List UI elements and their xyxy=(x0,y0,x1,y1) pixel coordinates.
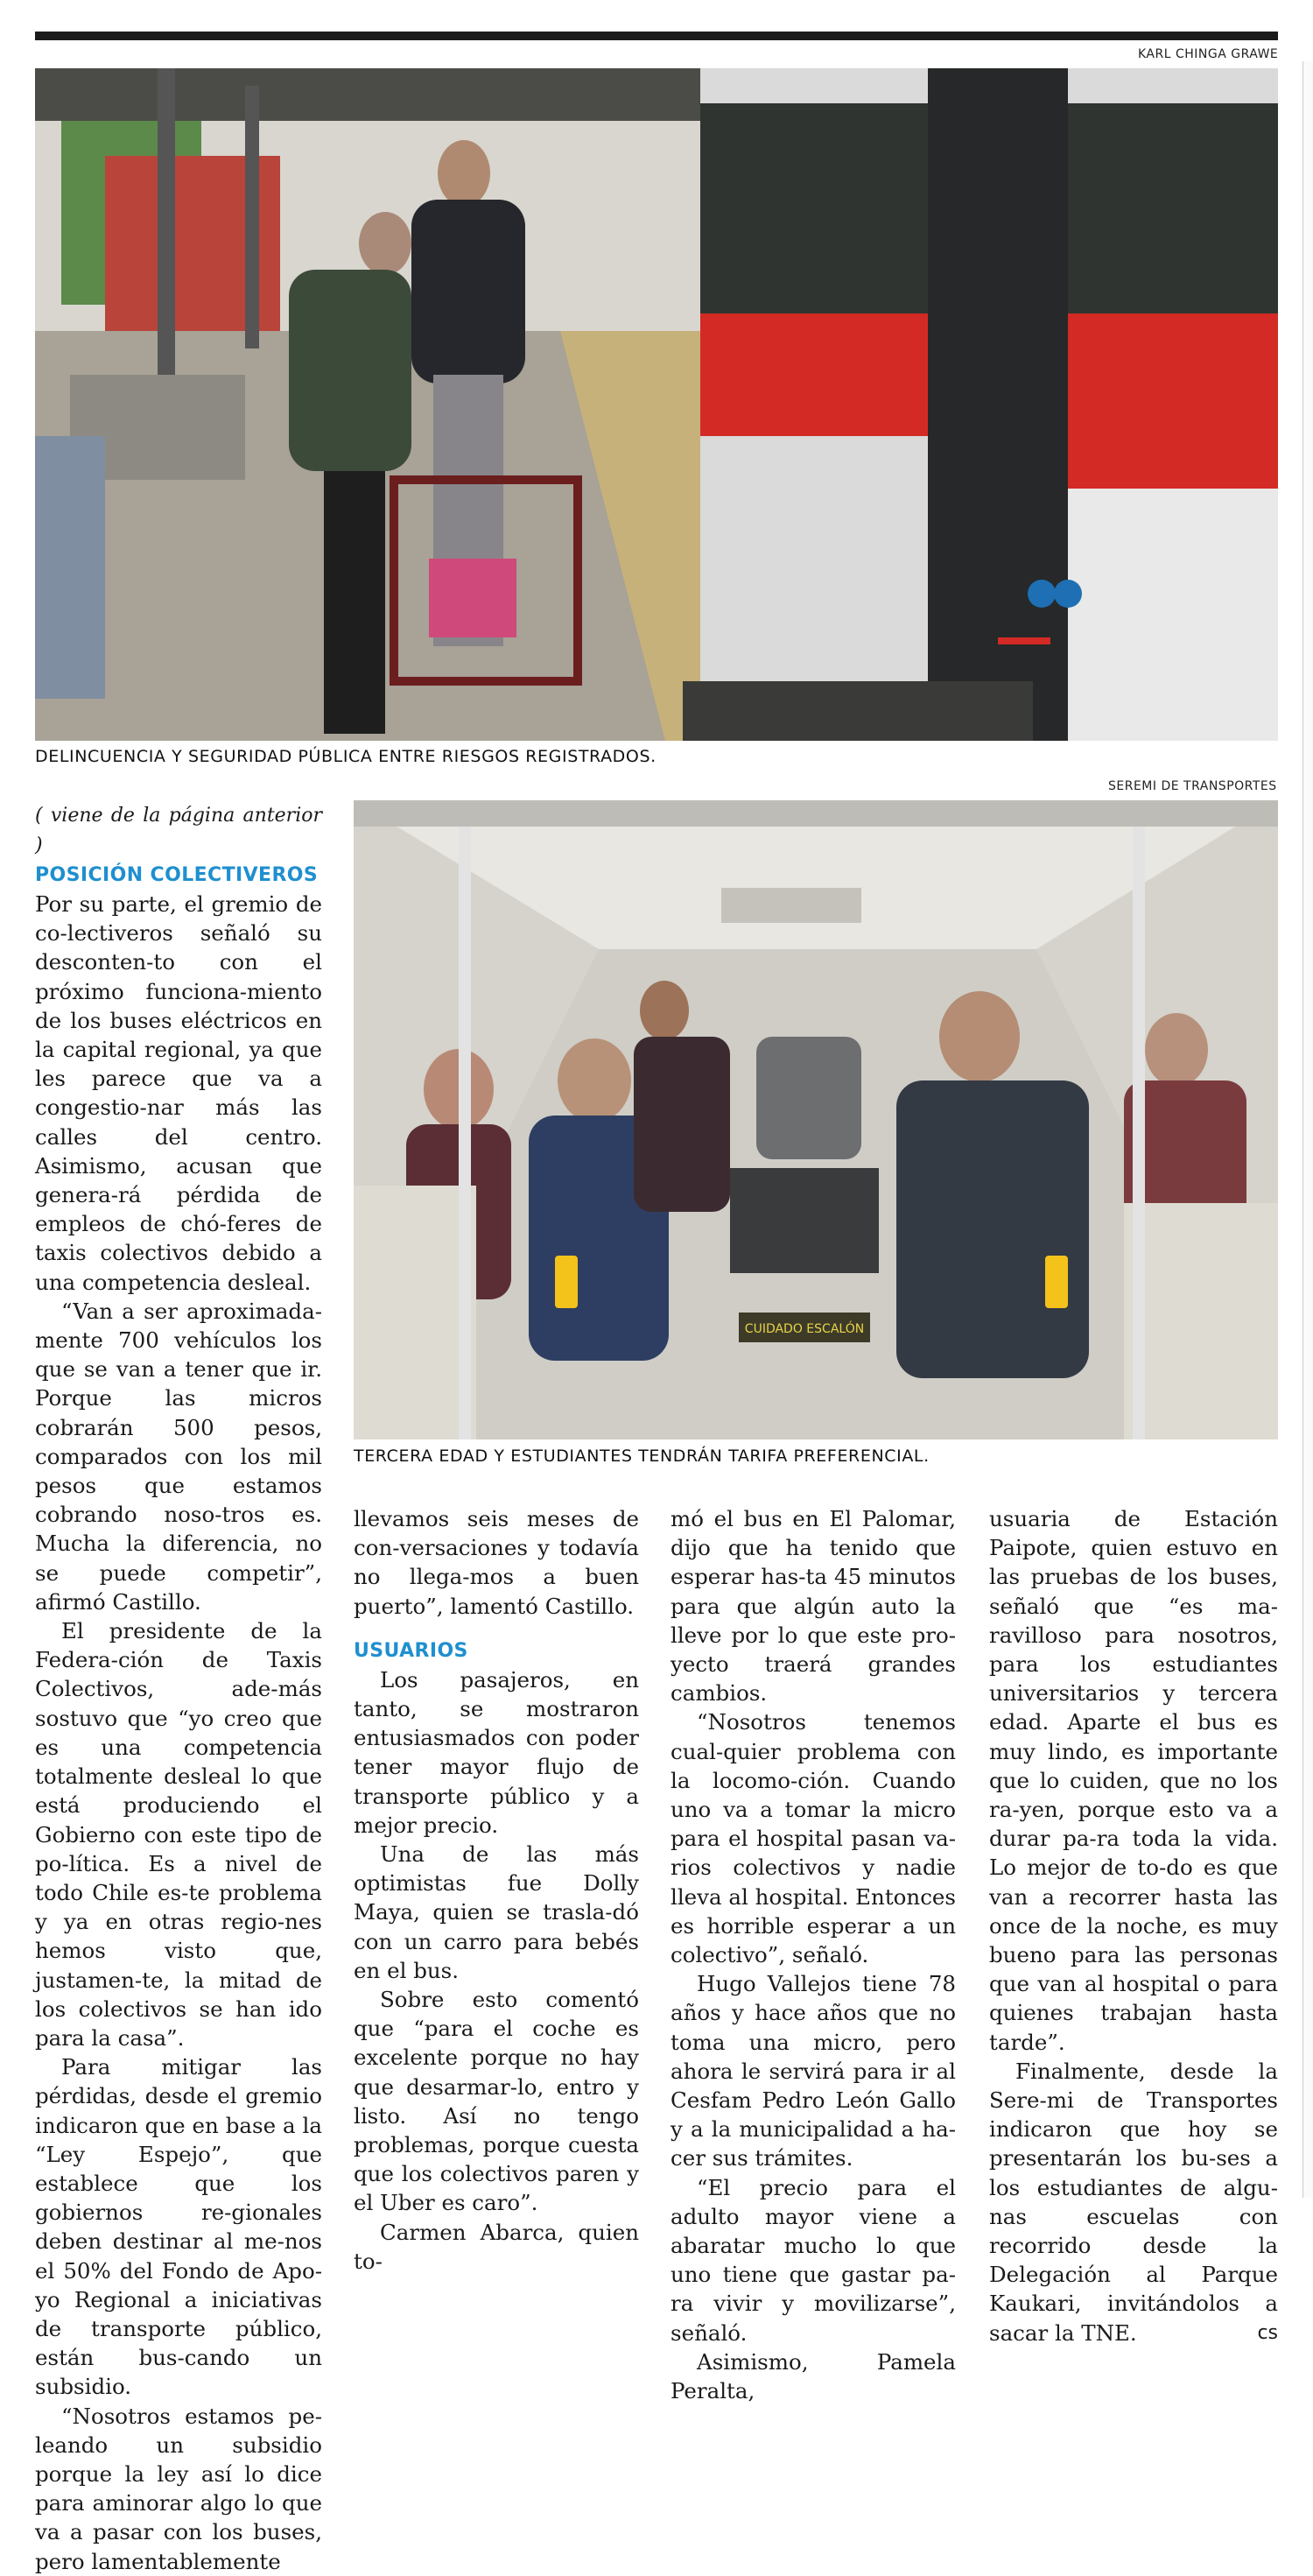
paragraph: mó el bus en El Palomar, dijo que ha tenido que esperar has-ta 45 minutos para que algún auto la lleve por lo que este pro-yecto traerá grandes cambios. xyxy=(671,1506,956,1707)
photo-credit-2: SEREMI DE TRANSPORTES xyxy=(1108,779,1277,793)
paragraph: llevamos seis meses de con-versaciones y todavía no llega-mos a buen puerto”, lamentó Castillo. xyxy=(354,1506,639,1619)
paragraph: Sobre esto comentó que “para el coche es excelente porque no hay que desarmar-lo, entro y listo. Así no tengo problemas, porque cuesta que los colectivos paren y el Uber es caro”. xyxy=(354,1987,639,2216)
article-column-3 xyxy=(671,1504,956,2405)
paragraph xyxy=(989,2057,1278,2347)
paragraph: “Van a ser aproximada-mente 700 vehículos los que se van a tener que ir. Porque las micros cobrarán 500 pesos, comparados con los mil pesos que estamos cobrando noso-tros es. Mucha la diferencia, no se puede competir”, afirmó Castillo. xyxy=(35,1298,322,1615)
subheading-usuarios: USUARIOS xyxy=(354,1639,468,1662)
top-rule xyxy=(35,32,1278,40)
photo-caption-2: TERCERA EDAD Y ESTUDIANTES TENDRÁN TARIFA PREFERENCIAL. xyxy=(354,1446,930,1466)
photo-bus-interior xyxy=(354,800,1278,1439)
photo-caption-1: DELINCUENCIA Y SEGURIDAD PÚBLICA ENTRE RIESGOS REGISTRADOS. xyxy=(35,747,656,766)
paragraph-text: Finalmente, desde la Sere-mi de Transportes indicaron que hoy se presentarán los bu-ses a los estudiantes de algu-nas escuelas con recorrido desde la Delegación al Parque Kaukari, invitándolos a sacar la TNE. xyxy=(989,2058,1278,2346)
paragraph: “Nosotros tenemos cual-quier problema con la locomo-ción. Cuando uno va a tomar la micro para el hospital pasan va-rios colectivos y nadie lleva al hospital. Entonces es horrible esperar a un colectivo”, señaló. xyxy=(671,1709,956,1968)
paragraph: Carmen Abarca, quien to- xyxy=(354,2219,639,2274)
paragraph: “Nosotros estamos pe-leando un subsidio porque la ley así lo dice para aminorar algo lo que va a pasar con los buses, pero lamentablemente xyxy=(35,2403,322,2574)
subheading-posicion-colectiveros: POSICIÓN COLECTIVEROS xyxy=(35,864,319,886)
paragraph: “El precio para el adulto mayor viene a abaratar mucho lo que uno tiene que gastar pa-ra vivir y movilizarse”, señaló. xyxy=(671,2174,956,2346)
photo-credit-1: KARL CHINGA GRAWE xyxy=(1138,47,1279,61)
floor-warning-sign: CUIDADO ESCALÓN xyxy=(744,1322,865,1336)
photo-bus-stop xyxy=(35,68,1278,741)
paragraph: El presidente de la Federa-ción de Taxis Colectivos, ade-más sostuvo que “yo creo que es una competencia totalmente desleal lo que está produciendo el Gobierno con este tipo de po-lítica. Es a nivel de todo Chile es-te problema y ya en otras regio-nes hemos visto que, justamen-te, la mitad de los colectivos se han ido para la casa”. xyxy=(35,1618,322,2051)
paragraph: Por su parte, el gremio de co-lectiveros señaló su desconten-to con el próximo funciona-miento de los buses eléctricos en la capital regional, ya que les parece que va a congestio-nar más las calles del centro. Asimismo, acusan que genera-rá pérdida de empleos de chó-feres de taxis colectivos debido a una competencia desleal. xyxy=(35,891,322,1295)
paragraph: usuaria de Estación Paipote, quien estuvo en las pruebas de los buses, señaló que “es ma-ravilloso para nosotros, para los estudiantes universitarios y tercera edad. Aparte el bus es muy lindo, es importante que lo cuiden, que no los ra-yen, porque esto va a durar pa-ra toda la vida. Lo mejor de to-do es que van a recorrer hasta las once de la noche, es muy bueno para las personas que van al hospital o para quienes trabajan hasta tarde”. xyxy=(989,1506,1278,2055)
article-column-2 xyxy=(354,1504,639,2276)
paragraph: Hugo Vallejos tiene 78 años y hace años que no toma una micro, pero ahora le servirá para ir al Cesfam Pedro León Gallo y a la municipalidad a ha-cer sus trámites. xyxy=(671,1971,956,2171)
adjacent-page-edge xyxy=(1302,61,1313,2198)
article-column-4 xyxy=(989,1504,1278,2347)
end-of-article-mark: cs xyxy=(1257,2321,1278,2344)
paragraph: Asimismo, Pamela Peralta, xyxy=(671,2348,956,2404)
article-column-1 xyxy=(35,801,322,2576)
paragraph: Una de las más optimistas fue Dolly Maya, quien se trasla-dó con un carro para bebés en el bus. xyxy=(354,1841,639,1983)
paragraph: Los pasajeros, en tanto, se mostraron entusiasmados con poder tener mayor flujo de transporte público y a mejor precio. xyxy=(354,1666,639,1838)
continued-note: ( viene de la página anterior ) xyxy=(35,805,322,856)
paragraph: Para mitigar las pérdidas, desde el gremio indicaron que en base a la “Ley Espejo”, que establece que los gobiernos re-gionales deben destinar al me-nos el 50% del Fondo de Apo-yo Regional a iniciativas de transporte público, están bus-cando un subsidio. xyxy=(35,2054,322,2400)
